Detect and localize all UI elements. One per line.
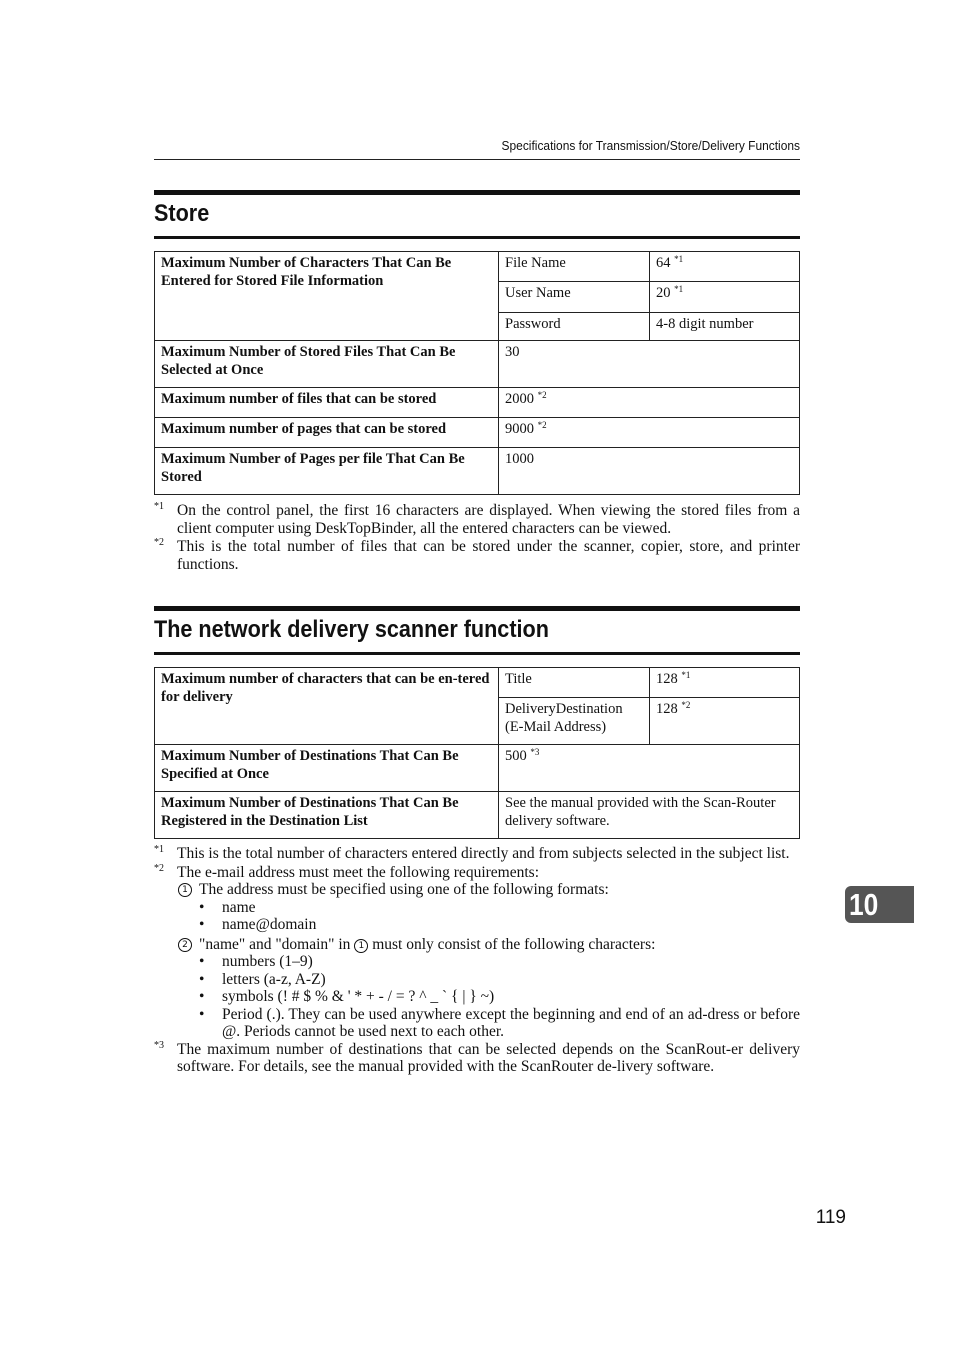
store-footnotes xyxy=(154,502,800,573)
list-item: • name@domain xyxy=(199,916,317,933)
chapter-tab: 10 xyxy=(845,886,914,923)
value-cell: 2000 $^{*2}$ xyxy=(499,388,800,418)
row-label: Maximum number of files that can be stored xyxy=(155,388,499,418)
row-label: Maximum Number of Destinations That Can Be Specified at Once xyxy=(155,745,499,792)
row-label: Maximum number of characters that can be en-tered for delivery xyxy=(155,668,499,745)
value-cell: 20 $^{*1}$ xyxy=(650,282,800,313)
value-cell: 500 $^{*3}$ xyxy=(499,745,800,792)
row-label: Maximum number of pages that can be stored xyxy=(155,418,499,448)
list-item: • numbers (1–9) xyxy=(199,953,313,970)
value-cell: 1000 xyxy=(499,448,800,495)
list-item: • Period (.). They can be used anywhere except the beginning and end of an ad-dress or before @. Periods cannot be used next to each other. xyxy=(199,1005,800,1040)
requirements-list xyxy=(154,881,800,899)
table-row xyxy=(155,792,800,839)
running-header: Specifications for Transmission/Store/Delivery Functions xyxy=(501,138,800,153)
requirement-step: 2 "name" and "domain" in 1 must only consist of the following characters: xyxy=(177,936,800,954)
bullet-list xyxy=(154,953,800,1041)
network-spec-table xyxy=(154,667,800,839)
footnote: *1 On the control panel, the first 16 characters are displayed. When viewing the stored files from a client computer using DeskTopBinder, all the entered characters can be viewed. xyxy=(154,501,800,537)
value-cell: 30 xyxy=(499,341,800,388)
header-rule xyxy=(154,159,800,160)
requirement-step: 1 The address must be specified using one of the following formats: xyxy=(177,881,800,899)
row-label: Maximum Number of Destinations That Can Be Registered in the Destination List xyxy=(155,792,499,839)
bullet-list xyxy=(154,899,800,934)
value-cell: 4-8 digit number xyxy=(650,313,800,341)
row-label: Maximum Number of Characters That Can Be Entered for Stored File Information xyxy=(155,252,499,341)
table-row xyxy=(155,668,800,698)
value-cell: 128 $^{*2}$ xyxy=(650,698,800,745)
table-row xyxy=(155,418,800,448)
table-row xyxy=(155,252,800,282)
list-item: • letters (a-z, A-Z) xyxy=(199,970,326,988)
section-title-network: The network delivery scanner function xyxy=(154,616,549,643)
sub-label: DeliveryDestination (E-Mail Address) xyxy=(499,698,650,745)
value-cell: See the manual provided with the Scan-Router delivery software. xyxy=(499,792,800,839)
sub-label: User Name xyxy=(499,282,650,313)
value-cell: 64 $^{*1}$ xyxy=(650,252,800,282)
network-footnotes xyxy=(154,845,800,1076)
page-number: 119 xyxy=(815,1207,846,1228)
section-underline xyxy=(154,652,800,655)
section-underline xyxy=(154,236,800,239)
footnote: *1 This is the total number of characters entered directly and from subjects selected in the subject list. xyxy=(154,844,790,862)
value-cell: 128 $^{*1}$ xyxy=(650,668,800,698)
footnote: *2 The e-mail address must meet the following requirements: xyxy=(154,862,539,881)
row-label: Maximum Number of Stored Files That Can Be Selected at Once xyxy=(155,341,499,388)
footnote: *3 The maximum number of destinations that can be selected depends on the ScanRout-er delivery software. For details, see the manual provided with the ScanRouter de-livery software. xyxy=(154,1039,800,1075)
store-spec-table xyxy=(154,251,800,495)
requirements-list xyxy=(154,936,800,954)
sub-label: Password xyxy=(499,313,650,341)
table-row xyxy=(155,341,800,388)
section-title-store: Store xyxy=(154,200,210,227)
table-row xyxy=(155,448,800,495)
footnote: *2 This is the total number of files that can be stored under the scanner, copier, store, and printer functions. xyxy=(154,537,800,573)
value-cell: 9000 $^{*2}$ xyxy=(499,418,800,448)
sub-label: Title xyxy=(499,668,650,698)
section-top-bar xyxy=(154,606,800,611)
table-row xyxy=(155,388,800,418)
list-item: • symbols (! # $ % & ' * + - / = ? ^ _ ` { | } ~) xyxy=(199,988,495,1005)
list-item: • name xyxy=(199,898,256,916)
sub-label: File Name xyxy=(499,252,650,282)
table-row xyxy=(155,745,800,792)
section-top-bar xyxy=(154,190,800,195)
row-label: Maximum Number of Pages per file That Can Be Stored xyxy=(155,448,499,495)
